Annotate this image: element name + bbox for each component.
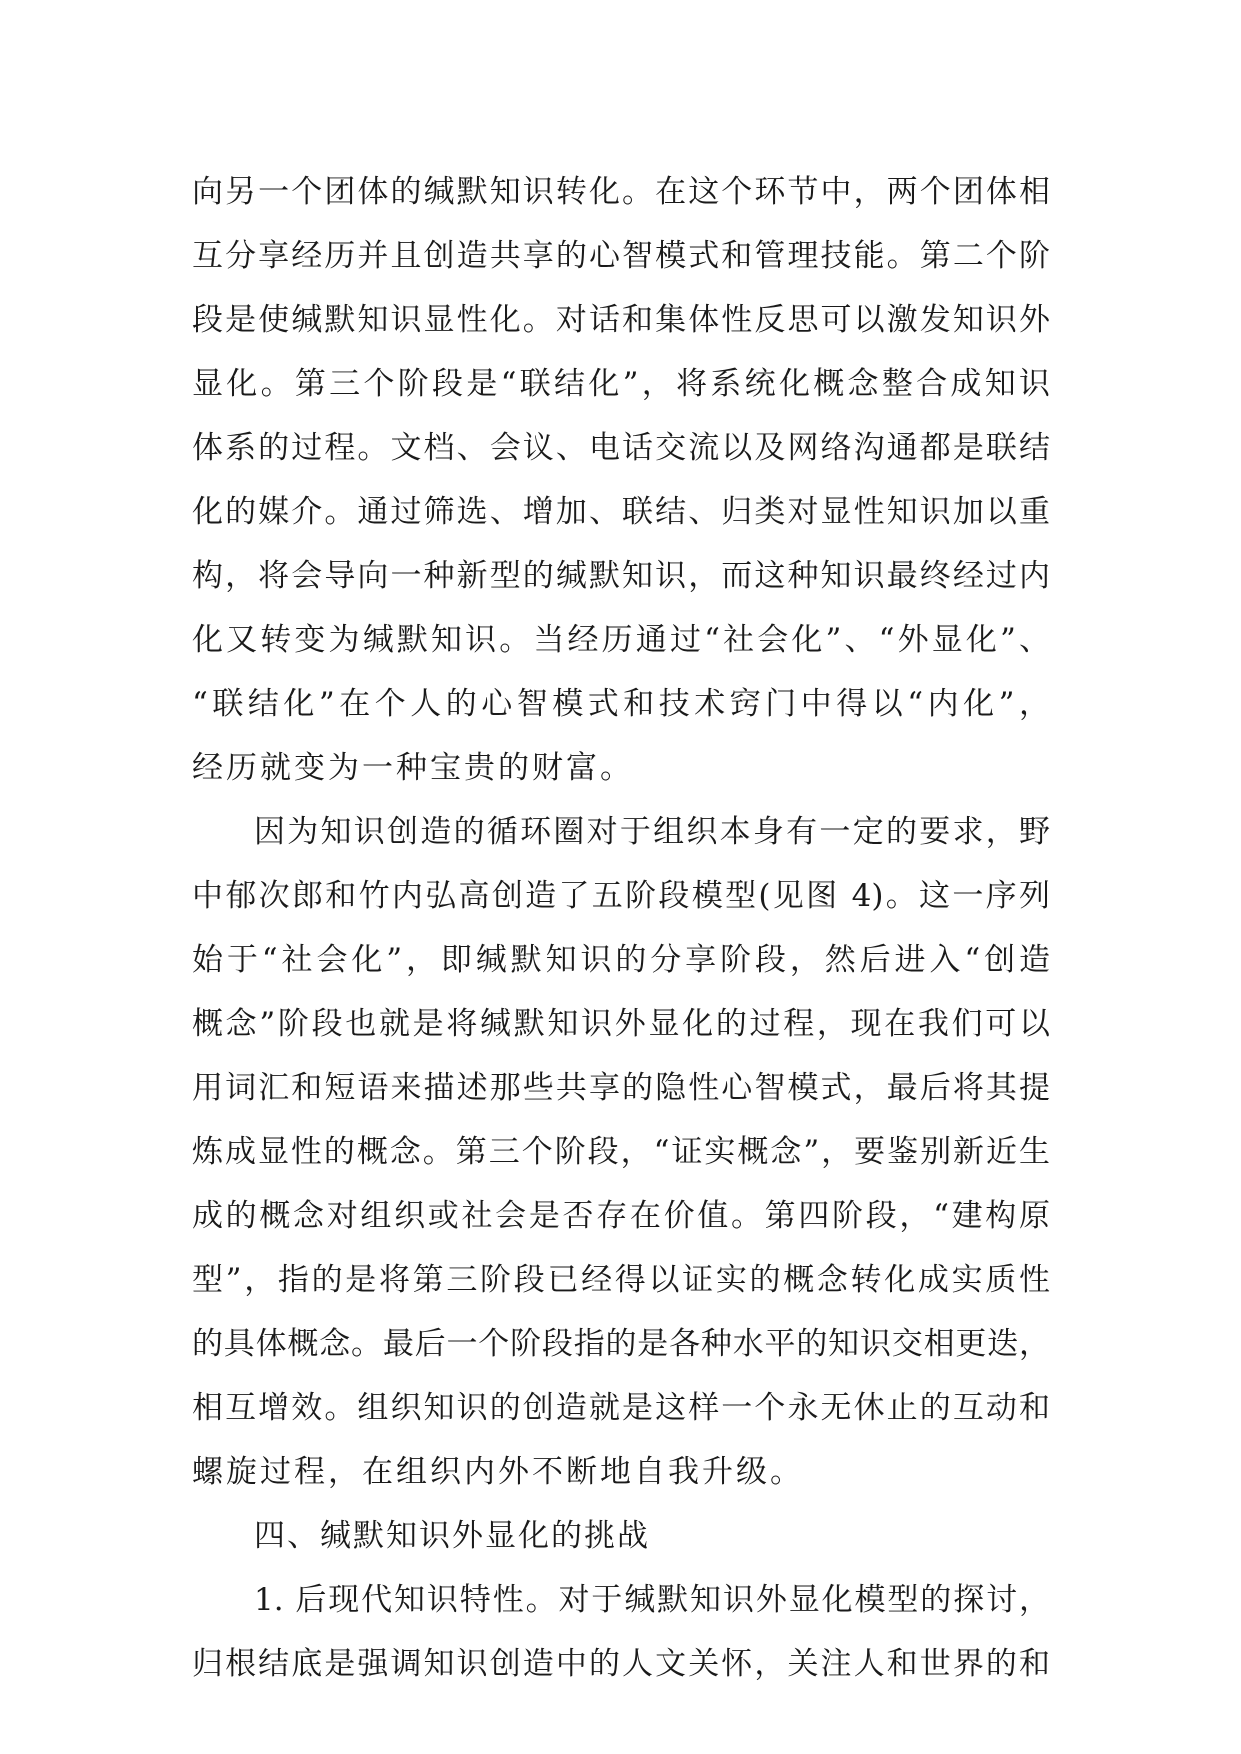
text-line: 成的概念对组织或社会是否存在价值。第四阶段，“建构原 bbox=[192, 1198, 1050, 1234]
text-line: 始于“社会化”，即缄默知识的分享阶段，然后进入“创造 bbox=[192, 942, 1050, 978]
section-heading: 四、缄默知识外显化的挑战 bbox=[254, 1518, 650, 1554]
text-line: 归根结底是强调知识创造中的人文关怀，关注人和世界的和 bbox=[192, 1646, 1050, 1682]
text-line: 体系的过程。文档、会议、电话交流以及网络沟通都是联结 bbox=[192, 430, 1050, 466]
text-line: 螺旋过程，在组织内外不断地自我升级。 bbox=[192, 1454, 804, 1490]
text-line: 的具体概念。最后一个阶段指的是各种水平的知识交相更迭， bbox=[192, 1326, 1050, 1362]
text-line: 互分享经历并且创造共享的心智模式和管理技能。第二个阶 bbox=[192, 238, 1050, 274]
text-line: 炼成显性的概念。第三个阶段，“证实概念”，要鉴别新近生 bbox=[192, 1134, 1050, 1170]
text-line: 经历就变为一种宝贵的财富。 bbox=[192, 750, 634, 786]
text-line: 因为知识创造的循环圈对于组织本身有一定的要求，野 bbox=[254, 814, 1050, 850]
text-line: “联结化”在个人的心智模式和技术窍门中得以“内化”， bbox=[192, 686, 1050, 722]
text-line: 向另一个团体的缄默知识转化。在这个环节中，两个团体相 bbox=[192, 174, 1050, 210]
text-line: 1. 后现代知识特性。对于缄默知识外显化模型的探讨， bbox=[254, 1582, 1050, 1618]
body-text bbox=[192, 160, 1050, 1696]
text-line: 化又转变为缄默知识。当经历通过“社会化”、“外显化”、 bbox=[192, 622, 1050, 658]
text-line: 型”，指的是将第三阶段已经得以证实的概念转化成实质性 bbox=[192, 1262, 1050, 1298]
text-line: 段是使缄默知识显性化。对话和集体性反思可以激发知识外 bbox=[192, 302, 1050, 338]
text-line: 概念”阶段也就是将缄默知识外显化的过程，现在我们可以 bbox=[192, 1006, 1050, 1042]
text-line: 用词汇和短语来描述那些共享的隐性心智模式，最后将其提 bbox=[192, 1070, 1050, 1106]
text-line: 中郁次郎和竹内弘高创造了五阶段模型(见图 4)。这一序列 bbox=[192, 878, 1050, 914]
text-line: 化的媒介。通过筛选、增加、联结、归类对显性知识加以重 bbox=[192, 494, 1050, 530]
text-line: 显化。第三个阶段是“联结化”，将系统化概念整合成知识 bbox=[192, 366, 1050, 402]
text-line: 构，将会导向一种新型的缄默知识，而这种知识最终经过内 bbox=[192, 558, 1050, 594]
text-line: 相互增效。组织知识的创造就是这样一个永无休止的互动和 bbox=[192, 1390, 1050, 1426]
